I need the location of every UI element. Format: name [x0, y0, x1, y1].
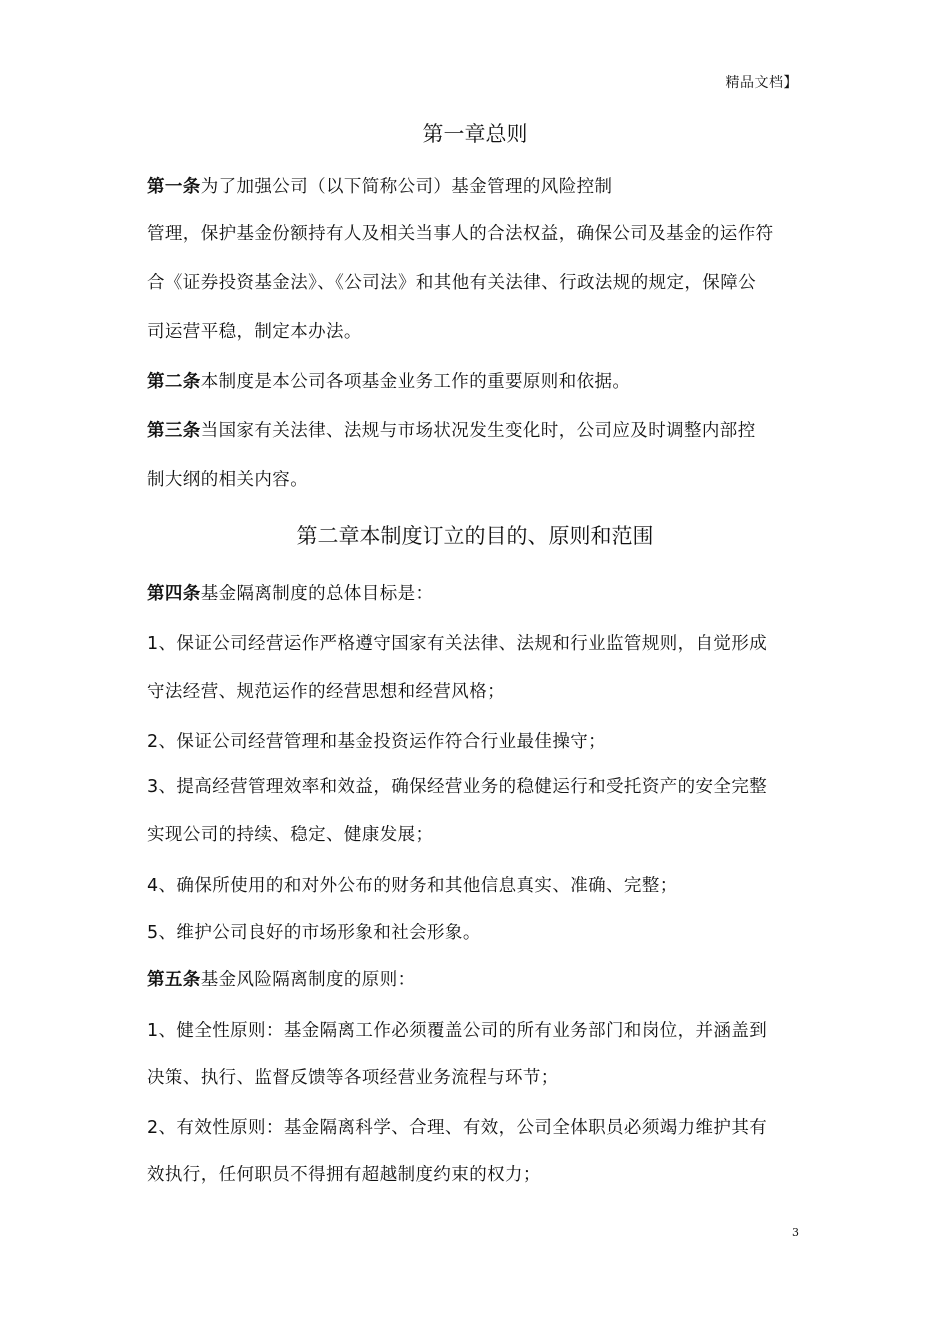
article-1-line-1: 第一条为了加强公司（以下简称公司）基金管理的风险控制	[147, 177, 613, 197]
article-5-item-2-cont: 效执行，任何职员不得拥有超越制度约束的权力；	[147, 1165, 541, 1185]
article-5-item-1: 1、健全性原则：基金隔离工作必须覆盖公司的所有业务部门和岗位，并涵盖到	[147, 1021, 768, 1041]
article-4-label: 第四条	[147, 584, 201, 604]
article-2-line-1: 第二条本制度是本公司各项基金业务工作的重要原则和依据。	[147, 372, 631, 392]
article-1-line-3: 合《证券投资基金法》、《公司法》和其他有关法律、行政法规的规定，保障公	[147, 273, 756, 293]
chapter-2-title: 第二章本制度订立的目的、原则和范围	[296, 524, 654, 548]
article-5-item-2: 2、有效性原则：基金隔离科学、合理、有效，公司全体职员必须竭力维护其有	[147, 1118, 768, 1138]
article-4-line-1: 第四条基金隔离制度的总体目标是：	[147, 584, 434, 604]
page-header: 精品文档】	[725, 75, 798, 91]
article-3-line-2: 制大纲的相关内容。	[147, 470, 309, 490]
article-4-item-3: 3、提高经营管理效率和效益，确保经营业务的稳健运行和受托资产的安全完整	[147, 777, 768, 797]
article-4-item-1: 1、保证公司经营运作严格遵守国家有关法律、法规和行业监管规则，自觉形成	[147, 634, 768, 654]
article-3-label: 第三条	[147, 421, 201, 441]
article-1-label: 第一条	[147, 177, 201, 197]
article-4-item-5: 5、维护公司良好的市场形象和社会形象。	[147, 923, 481, 943]
chapter-1-title: 第一章总则	[422, 122, 528, 146]
article-4-item-3-cont: 实现公司的持续、稳定、健康发展；	[147, 825, 434, 845]
article-1-line-2: 管理，保护基金份额持有人及相关当事人的合法权益，确保公司及基金的运作符	[147, 224, 774, 244]
article-4-item-1-cont: 守法经营、规范运作的经营思想和经营风格；	[147, 682, 505, 702]
article-3-line-1: 第三条当国家有关法律、法规与市场状况发生变化时，公司应及时调整内部控	[147, 421, 756, 441]
article-2-label: 第二条	[147, 372, 201, 392]
page-number: 3	[792, 1226, 799, 1239]
article-5-item-1-cont: 决策、执行、监督反馈等各项经营业务流程与环节；	[147, 1068, 559, 1088]
article-1-line-4: 司运营平稳，制定本办法。	[147, 322, 362, 342]
article-4-item-4: 4、确保所使用的和对外公布的财务和其他信息真实、准确、完整；	[147, 876, 678, 896]
article-5-line-1: 第五条基金风险隔离制度的原则：	[147, 970, 416, 990]
article-4-item-2: 2、保证公司经营管理和基金投资运作符合行业最佳操守；	[147, 732, 607, 752]
article-5-label: 第五条	[147, 970, 201, 990]
